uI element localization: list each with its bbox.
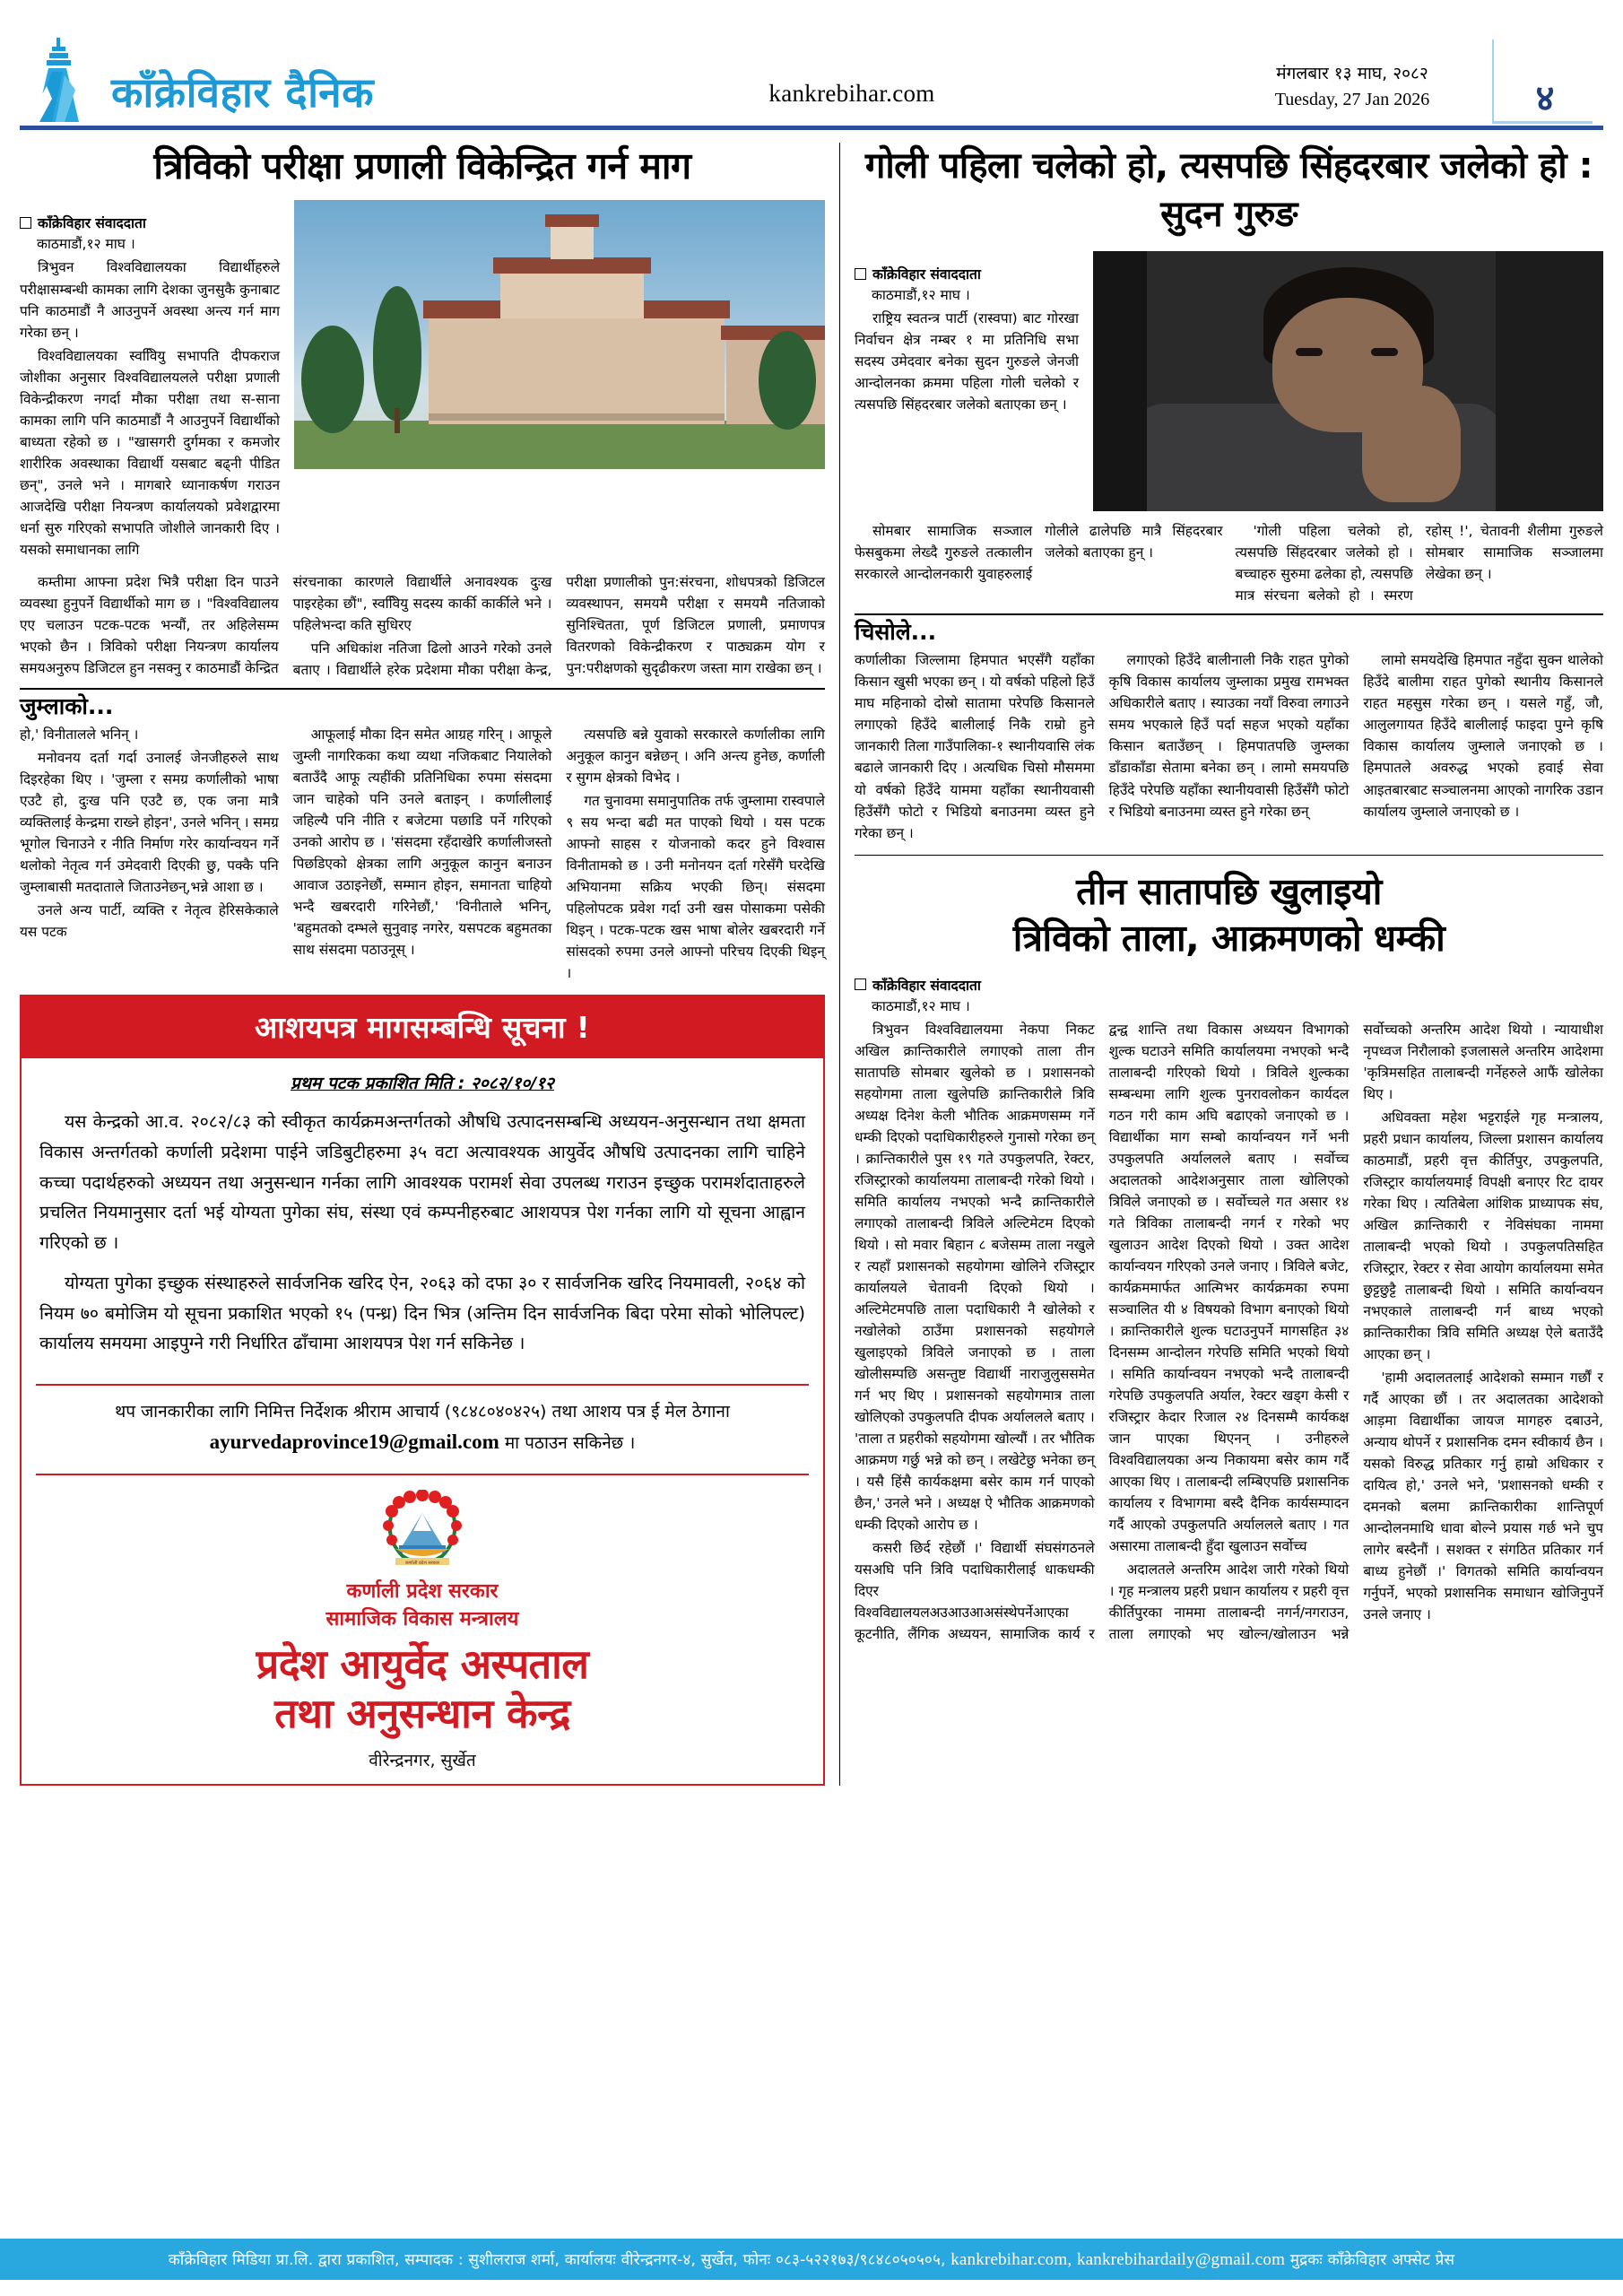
continuation-jumla-header: [20, 688, 825, 720]
paragraph: उनले अन्य पार्टी, व्यक्ति र नेतृत्व हेरिसकेकाले यस पटक: [20, 902, 279, 941]
article-gurung-and-trivi-lock: [840, 143, 1603, 1786]
advertisement-box: [20, 995, 825, 1786]
lead-articles-row: [20, 143, 1603, 1786]
ad-body: [22, 1058, 823, 1378]
paragraph: त्यसपछि बन्ने युवाको सरकारले कर्णालीका लागि अनुकूल कानुन बन्नेछन् । अनि अन्त्य हुनेछ, कर्णाली र सुगम क्षेत्रको विभेद ।: [566, 726, 825, 787]
continuation-chiso-body: [855, 649, 1603, 843]
ad-gov-lines: [22, 1578, 823, 1633]
article1-byline: [20, 213, 280, 253]
ad-divider-bottom: [36, 1474, 809, 1475]
article3-outlet: काँक्रेविहार संवाददाता: [872, 977, 981, 994]
ad-footer: [22, 1481, 823, 1784]
continuation-chiso-title: चिसोले...: [855, 619, 937, 646]
ad-divider-top: [36, 1384, 809, 1386]
ad-gov-line2: सामाजिक विकास मन्त्रालय: [325, 1607, 519, 1631]
footer-email[interactable]: kankrebihardaily@gmail.com: [1076, 2250, 1286, 2269]
byline-bullet-icon: [855, 978, 866, 990]
ad-first-published: प्रथम पटक प्रकाशित मिति : २०८२/१०/१२: [291, 1074, 554, 1094]
article1-dateline: काठमाडौं,१२ माघ ।: [37, 236, 135, 253]
ad-contact-suffix: मा पठाउन सकिनेछ ।: [499, 1433, 636, 1454]
paragraph: पनि अधिकांश नतिजा ढिलो आउने गरेको उनले बताए । विद्यार्थीले हरेक प्रदेशमा मौका परीक्षा केन्द्र, परीक्षा प्रणालीको पुन:संरचना, शोधपत्रको डिजिटल व्यवस्थापन, समयमै परीक्षा र समयमै नतिजाको सुनिश्चितता, पूर्ण डिजिटल प्रणाली, प्रमाणपत्र वितरणको विकेन्द्रीकरण र पाठ्यक्रम योग र पुन:परीक्षणको सुदृढीकरण जस्ता माग राखेका छन् ।: [292, 573, 825, 679]
page-number: ४: [1535, 78, 1555, 119]
paragraph: राष्ट्रिय स्वतन्त्र पार्टी (रास्वपा) बाट गोरखा निर्वाचन क्षेत्र नम्बर १ मा प्रतिनिधि सभा सदस्य उमेदवार बनेका सुदन गुरुङले जेनजी आन्दोलनका क्रममा पहिला गोली चलेको र त्यसपछि सिंहदरबार जलेको बताएका छन् ।: [855, 310, 1079, 413]
masthead-divider: [20, 126, 1603, 130]
paragraph: मनोवनय दर्ता गर्दा उनालई जेनजीहरुले साथ दिइरहेका थिए । 'जुम्ला र समग्र कर्णालीको भाषा एउटै हो, दुःख पनि एउटै छ, एक जना मात्रै व्यक्तिलाई केन्द्रमा राख्ने होइन', उनले भनिन् । समग्र भूगोल चिनाउने र नीति निर्माण गरेर कार्यान्वयन गर्ने थलोको नेतृत्व गर्न उमेदवारी दिएकी छु, पक्कै पनि जुम्लाबासी मतदाताले जिताउनेछन्,भन्ने आशा छ ।: [20, 750, 279, 896]
article3-body: [855, 1019, 1603, 1646]
article3-byline: [855, 975, 1603, 1015]
article2-outlet: काँक्रेविहार संवाददाता: [872, 266, 981, 283]
byline-bullet-icon: [20, 217, 31, 229]
ad-org-line1: प्रदेश आयुर्वेद अस्पताल: [256, 1640, 589, 1689]
nepal-emblem-icon: [369, 1490, 476, 1572]
ad-org-line2: तथा अनुसन्धान केन्द्र: [274, 1690, 570, 1738]
paragraph: कसरी छिर्द रहेछौं ।' विद्यार्थी संघसंगठनले यसअघि पनि त्रिवि पदाधिकारीलाई धाकधम्की दिएर विश्वविद्यालयलअउआउआअसंस्थेपर्नेआएका कूटनीति, लैंगिक अध्ययन, सामाजिक कार्य र द्वन्द्व शान्ति तथा विकास अध्ययन विभागको शुल्क घटाउने समिति कार्यालयमा नभएको भन्दै तालाबन्दी गरिएको थियो । त्रिविले शुल्कका सम्बन्धमा लागि शुल्क पुनरावलोकन कार्यदल गठन गरी काम अघि बढाएको जनाएको छ । विद्यार्थीका माग सम्बो कार्यान्वयन गर्ने भनी उपकुलपति अर्याललले बताए । सर्वोच्च अदालतको आदेशअनुसार ताला खोलिएको त्रिविले जनाएको छ । सर्वोच्चले गत असार १४ गते त्रिविका तालाबन्दी नगर्न र गरेको भए खुलाउन आदेश दिएको थियो । उक्त आदेश कार्यान्वयन गरिएको उनले जनाए । त्रिविले बजेट, कार्यक्रममार्फत आत्मिभर कार्यक्रमका रुपमा सञ्चालित यी ४ विषयको विभाग बनाएको थियो । क्रान्तिकारीले शुल्क घटाउनुपर्ने मागसहित ३४ दिनसम्म आन्दोलन गरेपछि समिति भएको थियो । समिति कार्यान्वयन नभएको भन्दै तालाबन्दी गरेपछि उपकुलपति अर्याल, रेक्टर खड्ग केसी र रजिस्ट्रार केदार रिजाल २४ दिनसम्मै कार्यकक्ष जान पाएका थिएनन् । उनीहरुले विश्वविद्यालयका अन्य निकायमा बसेर काम गर्दै आएका थिए । तालाबन्दी लम्बिएपछि प्रशासनिक कार्यालय र विभागमा बस्दै दैनिक कार्यसम्पादन गर्दै आएको उपकुलपति अर्याललले बताए । गत असारमा तालाबन्दी हुँदा खुलाउन सर्वोच्च: [855, 1021, 1350, 1643]
footer-site[interactable]: kankrebihar.com,: [950, 2250, 1072, 2269]
article3-headline-line1: तीन सातापछि खुलाइयो: [1076, 869, 1382, 913]
masthead-logo[interactable]: [20, 36, 486, 122]
date-nepali: मंगलबार १३ माघ, २०८२: [1276, 64, 1428, 84]
date-english: Tuesday, 27 Jan 2026: [1274, 90, 1430, 109]
footer-publisher: काँक्रेविहार मिडिया प्रा.लि. द्वारा प्रकाशित, सम्पादक : सुशीलराज शर्मा, कार्यालयः वीरेन्द्रनगर-४, सुर्खेत, फोनः ०८३-५२२१७३/९८४८०५०५०५,: [168, 2251, 946, 2269]
paragraph: सोमबार सामाजिक सञ्जाल फेसबुकमा लेख्दै गुरुङले तत्कालीन सरकारले आन्दोलनकारी युवाहरुलाई गोलीले ढालेपछि मात्रै सिंहदरबार जलेको बताएका हुन् ।: [855, 523, 1223, 583]
kankrebihar-logo-icon: [20, 36, 102, 122]
masthead-title: काँक्रेविहार दैनिक: [111, 68, 374, 117]
paragraph: 'हामी अदालतलाई आदेशको सम्मान गर्छौं र गर्दै आएका छौं । तर अदालतका आदेशको आड़मा विद्यार्थीका जायज मागहरु दबाउने, अन्याय थोपर्ने र प्रशासनिक दमन स्वीकार्य छैन । यसको विरुद्ध प्रतिकार गर्नु हाम्रो अधिकार र दायित्व हो,' उनले भने, 'प्रशासनको धम्की र दमनको बलमा क्रान्तिकारीका शान्तिपूर्ण आन्दोलनमाथि धावा बोल्ने प्रयास गर्छ भने चुप लागेर बस्दैनौं । सशक्त र संगठित प्रतिकार गर्न बाध्य हुनेछौं ।' विगतको समिति कार्यान्वयन गर्नुपर्ने, भएको प्रशासनिक समाधान खोजिनुपर्ने उनले जनाए ।: [1363, 1370, 1603, 1623]
sudan-gurung-portrait-photo: [1093, 251, 1603, 511]
paragraph: त्रिभुवन विश्वविद्यालयका विद्यार्थीहरुले परीक्षासम्बन्धी कामका लागि देशका जुनसुकै कुनाबाट पनि काठमाडौं नै आउनुपर्ने अवस्था अन्त्य गर्न माग गरेका छन् ।: [20, 259, 280, 341]
ad-paragraph-1: यस केन्द्रको आ.व. २०८२/८३ को स्वीकृत कार्यक्रमअन्तर्गतको औषधि उत्पादनसम्बन्धि अध्ययन-अनुसन्धान तथा क्षमता विकास अन्तर्गतको कर्णाली प्रदेशमा पाईने जडिबुटीहरुमा ३५ वटा अत्यावश्यक आयुर्वेद औषधि उत्पादनका लागि चाहिने कच्चा पदार्थहरुको अध्ययन तथा अनुसन्धान गर्नका लागि आवश्यक परामर्श सेवा उपलब्ध गराउन इच्छुक परामर्शदाताहरुले प्रचलित नियमानुसार दर्ता भई योग्यता पुगेका संघ, संस्था एवं कम्पनीहरुबाट आशयपत्र पेश गर्नका लागि यो सूचना आह्वान गरिएको छ ।: [39, 1111, 805, 1253]
ad-location: वीरेन्द्रनगर, सुर्खेत: [369, 1750, 476, 1770]
paragraph: गत चुनावमा समानुपातिक तर्फ जुम्लामा रास्वपाले ९ सय भन्दा बढी मत पाएको थियो । यस पटक आफ्नो साहस र योजनाको कदर हुने विश्वास विनीतामको छ । उनी मनोनयन दर्ता गरेसँगै घरदेखि अभियानमा सक्रिय भएकी छिन्। संसदमा पहिलोपटक प्रवेश गर्दा उनी खस पोसाकमा पसेकी थिइन् । पटक-पटक खस भाषा बोलेर खबरदारी गर्ने सांसदको रुपमा उनले आफ्नो परिचय दिएकी थिइन् ।: [566, 793, 825, 982]
masthead: [20, 0, 1603, 122]
continuation-chiso-header: [855, 613, 1603, 646]
paragraph: त्रिभुवन विश्वविद्यालयमा नेकपा निकट अखिल क्रान्तिकारीले लगाएको ताला तीन सातापछि सोमबार खुलेको छ । प्रशासनको सहयोगमा ताला खुलेपछि क्रान्तिकारीले त्रिवि अध्यक्ष दिनेश केली भौतिक आक्रमणसम्म गर्ने धम्की दिएको पदाधिकारीहरुले गुनासो गरेका छन् । क्रान्तिकारीले पुस १९ गते उपकुलपति, रेक्टर, रजिस्ट्रारको कार्यालयमा तालाबन्दी गरेको थियो । समिति कार्यालय नभएको भन्दै क्रान्तिकारीले लगाएको तालाबन्दी त्रिविले अल्टिमेटम दिएको थियो । सो मवार बिहान ८ बजेसम्म ताला नखुले र त्यहाँ प्रशासनको सहयोगमा खोलिने रजिस्ट्रार कार्यालयले चेतावनी दिएको थियो । अल्टिमेटमपछि ताला पदाधिकारी नै खोलेको र नखोलेको ठाउँमा प्रशासनको सहयोगले खुलाइएको त्रिविले जनाएको छ । ताला खोलीसम्पछि असन्तुष्ट विद्यार्थी नाराजुलुससमेत गर्न भए थिए । प्रशासनको सहयोगमात्र ताला खोलिएकाे उपकुलपति दीपक अर्याललले बताए । 'ताला त प्रहरीको सहयोगमा खोल्यौं । तर भौतिक आक्रमण गर्छु भन्ने को छन् । लखेटेछु भनेका छन् । यसै हिंसै कार्यकक्षमा बसेर काम गर्न पाएको छैन,' उनले भने । अध्यक्ष ऐ भौतिक आक्रमणको धम्की दिएको आरोप छ ।: [855, 1021, 1095, 1534]
paragraph: विश्वविद्यालयका स्वविियु सभापति दीपकराज जोशीका अनुसार विश्वविद्यालयलले परीक्षा प्रणाली विकेन्द्रीकरण नगर्दा मौका परीक्षा तथा स-साना कामका लागि पनि काठमाडौं नै आउनुपर्ने विद्यार्थीको बाध्यता रहेको छ । "खासगरी दुर्गमका र कमजोर शारीरिक अवस्थाका विद्यार्थी यसबाट बढ्नी पीडित छन्", उनले भने । मागबारे ध्यानाकर्षण गराउन आजदेखि परीक्षा नियन्त्रण कार्यालयको प्रवेशद्वारमा धर्ना सुरु गरिएको सभापति जोशीले जानकारी दिए । यसको समाधानका लागि: [20, 347, 280, 558]
paragraph: कर्णालीका जिल्लामा हिमपात भएसँगै यहाँका किसान खुसी भएका छन् । यो वर्षको पहिलो हिउँ माघ महिनाको दोस्रो सातामा परेपछि किसानले लगाएको हिउँदे बालीलाई निकै राम्रो हुने जानकारी तिला गाउँपालिका-१ स्थानीयवासि लंक बढाले जानकारी दिए । अत्यधिक चिसो मौसममा यो वर्षको हिउँदे याममा यहाँका स्थानीयवासी हिउँसँगै फोटो र भिडियो बनाउनमा व्यस्त हुने गरेका छन् ।: [855, 652, 1095, 841]
article2-body: [855, 520, 1603, 606]
svg-text:कर्णाली प्रदेश सरकार: कर्णाली प्रदेश सरकार: [404, 1560, 440, 1566]
ad-title: आशयपत्र मागसम्बन्धि सूचना !: [22, 996, 823, 1058]
masthead-date: [1218, 62, 1487, 122]
page-footer: [0, 2239, 1623, 2280]
ad-contact-prefix: थप जानकारीका लागि निमित्त निर्देशक श्रीराम आचार्य (९८४८०४०४२५) तथा आशय पत्र ई मेल ठेगाना: [115, 1401, 730, 1422]
paragraph: कम्तीमा आफ्ना प्रदेश भित्रै परीक्षा दिन पाउने व्यवस्था हुनुपर्ने विद्यार्थीको माग छ । "विश्वविद्यालय एए चलाउन पटक-पटक भन्यौं, तर अहिलेसम्म भएको छैन । त्रिविको परीक्षा नियन्त्रण कार्यालय समयअनुरुप डिजिटल हुन नसक्नु र काठमाडौं केन्द्रित संरचनाका कारणले विद्यार्थीले अनावश्यक दुःख पाइरहेका छौं", स्वविियु सदस्य कार्की कार्कीले भने । पहिलेभन्दा कति सुधिरए: [20, 573, 552, 677]
paragraph: आफूलाई मौका दिन समेत आग्रह गरिन् । आफूले जुम्ली नागरिकका कथा व्यथा नजिकबाट नियालेको बताउँदै आफू त्यहींकी प्रतिनिधिका रुपमा संसदमा जान चाहेको पनि उनले बताइन् । कर्णालीलाई जहिल्यै पनि नीति र बजेटमा पछाडि पर्ने गरिएको उनको आरोप छ । 'संसदमा रहँदाखेरि कर्णालीजस्तो पिछडिएको क्षेत्रका लागि अनुकूल कानुन बनाउन आवाज उठाइनेछौं, सम्मान होइन, समानता चाहियो भन्दै खबरदारी गरिनेछौं,' 'विनीताले भनिन्, 'बहुमतको दम्भले सुनुवाइ नगरेर, यसपटक बहुमतका साथ संसदमा पठाउनूस् ।: [292, 726, 552, 959]
footer-text: [169, 2248, 1454, 2270]
article2-byline: [855, 264, 1079, 304]
article2-headline: गोली पहिला चलेको हो, त्यसपछि सिंहदरबार जलेको हो : सुदन गुरुङ: [864, 145, 1593, 235]
article1-outlet: काँक्रेविहार संवाददाता: [38, 215, 146, 232]
continuation-jumla-body: [20, 724, 825, 984]
ad-contact: [22, 1391, 823, 1468]
continuation-jumla-title: जुम्लाको...: [20, 693, 114, 720]
article2-dateline: काठमाडौं,१२ माघ ।: [872, 287, 970, 304]
byline-bullet-icon: [855, 268, 866, 280]
ad-paragraph-2: योग्यता पुगेका इच्छुक संस्थाहरुले सार्वजनिक खरिद ऐन, २०६३ को दफा ३० र सार्वजनिक खरिद नियमावली, २०६४ को नियम ७० बमोजिम यो सूचना प्रकाशित भएको १५ (पन्ध्र) दिन भित्र (अन्तिम दिन सार्वजनिक बिदा परेमा सोको भोलिपल्ट) कार्यालय समयमा आइपुग्ने गरी निर्धारित ढाँचामा आशयपत्र पेश गर्न सकिनेछ ।: [39, 1273, 805, 1354]
article1-headline: त्रिविको परीक्षा प्रणाली विकेन्द्रित गर्न माग: [153, 144, 691, 187]
article3-dateline: काठमाडौं,१२ माघ ।: [872, 997, 970, 1014]
paragraph: लगाएको हिउँदे बालीनाली निकै राहत पुगेको कृषि विकास कार्यालय जुम्लाका प्रमुख रामभक्त अधिकारीले बताए । स्याउका नयाँ विरुवा लगाउने समय भएकाले हिउँ पर्दा सहज भएको यहाँका किसान बताउँछन् । हिमपातपछि जुम्लका डाँडाकाँडा सेतामा बनेका छन् । लामो समयपछि हिउँदे परेपछि यहाँका स्थानीयवासी हिउँसँगै फोटो र भिडियो बनाउनमा व्यस्त हुने गरेका छन्: [1108, 652, 1350, 820]
page-number-box: [1487, 78, 1603, 122]
footer-printer: मुद्रकः काँक्रेविहार अफ्सेट प्रेस: [1289, 2251, 1455, 2269]
masthead-website[interactable]: kankrebihar.com: [768, 80, 935, 107]
trivi-campus-photo: [294, 200, 825, 469]
paragraph: 'गोली पहिला चलेको हो, त्यसपछि सिंहदरबार जलेको हो । बच्चाहरु सुरुमा ढलेका हो, त्यसपछि मात्र संरचना बलेको हो । स्मरण रहोस् !', चेतावनी शैलीमा गुरुङले सोमबार सामाजिक सञ्जालमा लेखेका छन् ।: [1235, 523, 1603, 604]
paragraph: अधिवक्ता महेश भट्टराईले गृह मन्त्रालय, प्रहरी प्रधान कार्यालय, जिल्ला प्रशासन कार्यालय काठमाडौं, प्रहरी वृत्त कीर्तिपुर, उपकुलपति, रजिस्ट्रार कार्यालयमाई विपक्षी बनाएर रिट दायर गरेका थिए । त्यतिबेला आंशिक प्राध्यापक संघ, अखिल क्रान्तिकारी र नेविसंघका नाममा तालाबन्दी भएको थियो । उपकुलपतिसहित रजिस्ट्रार, रेक्टर र सेवा आयोग कार्यालयमा समेत छुट्टछुट्टै तालाबन्दी थियो । समिति कार्यान्वयन नभएकाले तालाबन्दी गर्न बाध्य भएको क्रान्तिकारीका त्रिवि समिति अध्यक्ष ऐले बताउँदै आएका छन् ।: [1363, 1109, 1603, 1362]
article1-col1: [20, 257, 280, 560]
ad-contact-email[interactable]: ayurvedaprovince19@gmail.com: [209, 1431, 499, 1454]
article1-body: [20, 571, 825, 681]
article-trivi-exam: [20, 143, 840, 1786]
article2-col1: [855, 308, 1079, 415]
article3-headline-line2: त्रिविको ताला, आक्रमणको धम्की: [1012, 917, 1445, 961]
ad-gov-line1: कर्णाली प्रदेश सरकार: [346, 1579, 499, 1603]
paragraph: अदालतले अन्तरिम आदेश जारी गरेको थियो । गृह मन्त्रालय प्रहरी प्रधान कार्यालय र प्रहरी वृत्त कीर्तिपुरका नाममा तालाबन्दी नगर्न/नगराउन, ताला लगाएको भए खोल्न/खोलाउन भन्ने सर्वोच्चको अन्तरिम आदेश थियो । न्यायाधीश नृपध्वज निरौलाको इजलासले अन्तरिम आदेशमा 'कृत्रिमसहित तालाबन्दी गर्नेहरुले आफैं खोलेका थिए ।: [1108, 1021, 1603, 1643]
paragraph: लामो समयदेखि हिमपात नहुँदा सुक्न थालेको हिउँदे बालीमा राहत पुगेको स्थानीय किसानले राहत महसुस गरेका छन् । यसले गहुँ, जौ, आलुलगायत हिउँदे बालीलाई फाइदा पुग्ने कृषि विकास कार्यालय जुम्लाले जनाएको छ । हिमपातले अवरुद्ध भएको हवाई सेवा आइतबारबाट सञ्चालनमा आएको नागरिक उडान कार्यालय जुम्लाले जनाएको छ ।: [1363, 652, 1603, 820]
paragraph: हो,' विनीतालले भनिन् ।: [20, 726, 139, 744]
